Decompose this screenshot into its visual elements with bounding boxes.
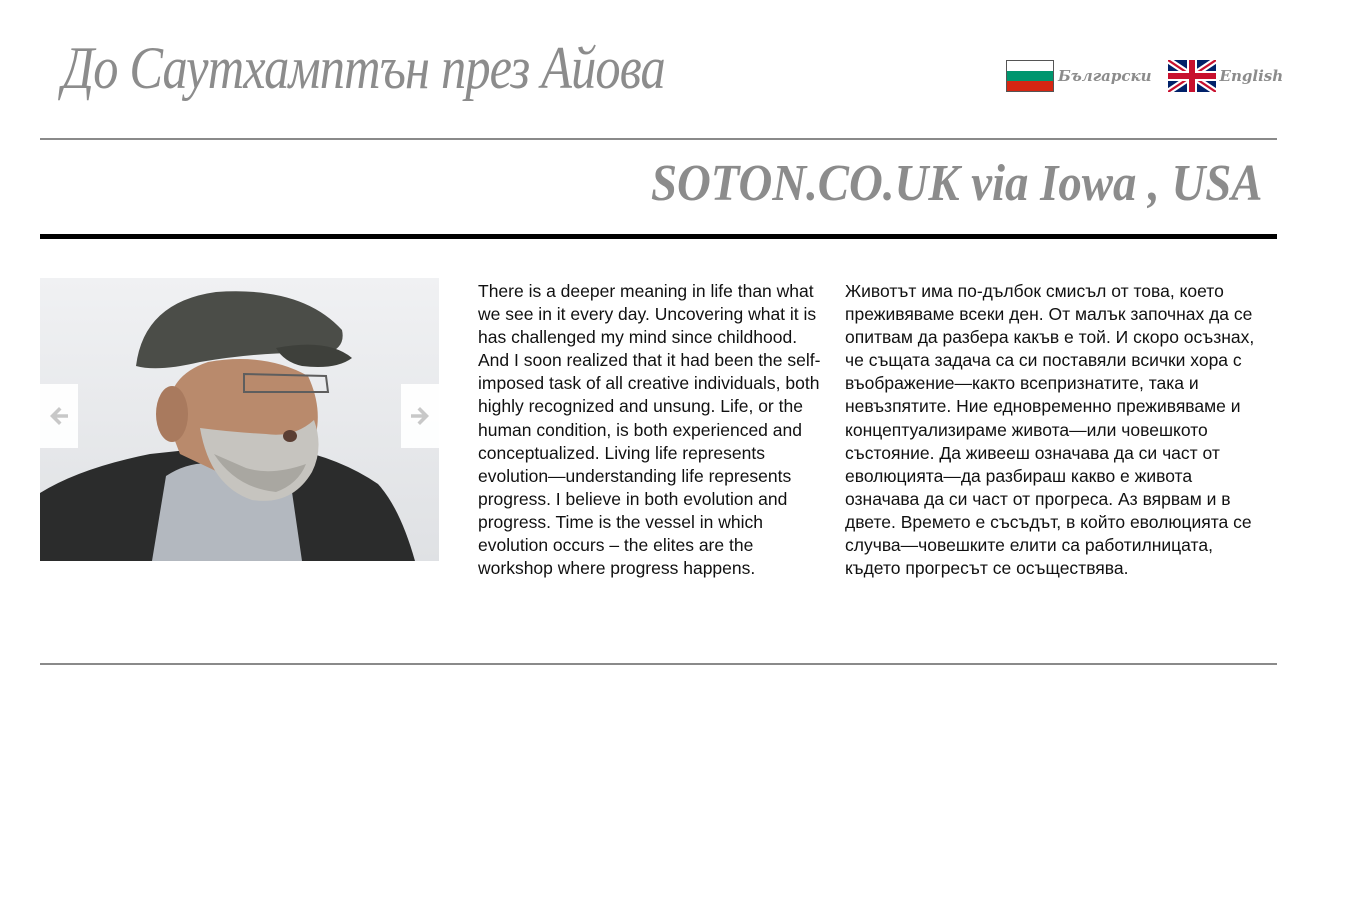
site-title: До Саутхамптън през Айова xyxy=(62,35,665,101)
banner-subtitle: SOTON.CO.UK via Iowa , USA xyxy=(650,155,1262,212)
lang-english-link[interactable] xyxy=(1168,60,1284,92)
thick-divider xyxy=(40,234,1277,239)
slider-prev-button[interactable] xyxy=(40,384,78,448)
bulgarian-text: Животът има по-дълбок смисъл от това, което преживяваме всеки ден. От малък започнах да се опитвам да разбера какъв е той. И скоро осъзнах, че същата задача са си поставяли всички хора с въображение—както всепризнатите, така и невъзпятите. Ние едновременно преживяваме и концептуализираме живота—или човешкото състояние. Да живееш означава да си част от еволюцията—да разбираш какво е живота означава да си част от прогреса. Аз вярвам и в двете. Времето е съсъдът, в който еволюцията се случва—човешките елити са работилницата, където прогресът се осъществява. xyxy=(845,281,1255,579)
arrow-right-icon xyxy=(408,404,432,428)
slider-next-button[interactable] xyxy=(401,384,439,448)
lang-bulgarian-link[interactable] xyxy=(1006,60,1152,92)
portrait-photo xyxy=(40,278,439,561)
bulgarian-flag-icon xyxy=(1006,60,1054,92)
image-slider xyxy=(40,278,439,561)
bottom-divider xyxy=(40,663,1277,665)
uk-flag-icon xyxy=(1168,60,1216,92)
top-divider xyxy=(40,138,1277,140)
arrow-left-icon xyxy=(47,404,71,428)
lang-bulgarian-label: Български xyxy=(1058,67,1152,85)
language-switcher xyxy=(1006,60,1283,92)
english-text: There is a deeper meaning in life than what we see in it every day. Uncovering what it is has challenged my mind since childhood. And I soon realized that it had been the self-imposed task of all creative individuals, both highly recognized and unsung. Life, or the human condition, is both experienced and conceptualized. Living life represents evolution—understanding life represents progress. I believe in both evolution and progress. Time is the vessel in which evolution occurs – the elites are the workshop where progress happens. xyxy=(478,281,821,579)
lang-english-label: English xyxy=(1219,67,1284,85)
